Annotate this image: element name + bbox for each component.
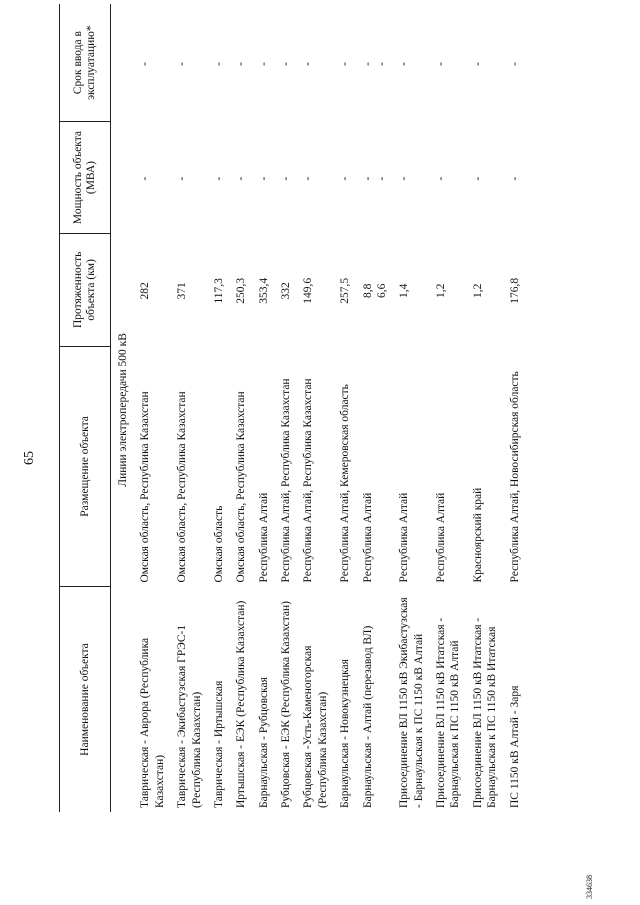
table-row (253, 4, 275, 812)
cell-name: Барнаульская - Алтай (перезавод ВЛ) (361, 625, 374, 808)
cell-name: ПС 1150 кВ Алтай - Заря (508, 685, 521, 808)
cell-power: - (176, 176, 189, 181)
cell-commissioning: - - (361, 61, 388, 66)
cell-length: 1,2 (471, 283, 484, 298)
table-header (60, 4, 111, 812)
cell-location: Республика Алтай (361, 492, 374, 583)
cell-name: Присоединение ВЛ 1150 кВ Экибастузская - Барнаульская к ПС 1150 кВ Алтай (398, 597, 425, 808)
table-row (467, 4, 504, 812)
cell-power: - (471, 176, 484, 181)
header-location: Размещение объекта (60, 346, 111, 586)
cell-location: Республика Алтай, Новосибирская область (508, 371, 521, 583)
cell-name: Таврическая - Иртышская (212, 680, 225, 808)
cell-commissioning: - (176, 61, 189, 66)
cell-length: 8,8 6,6 (361, 283, 388, 298)
cell-power: - (235, 176, 248, 181)
cell-commissioning: - (398, 61, 411, 66)
cell-commissioning: - (280, 61, 292, 66)
cell-power: - (508, 176, 521, 181)
cell-commissioning: - (471, 61, 484, 66)
cell-commissioning: - (257, 61, 270, 66)
cell-length: 353,4 (257, 277, 270, 304)
cell-location: Омская область, Республика Казахстан (235, 391, 248, 583)
cell-power: - (212, 176, 225, 181)
cell-name: Рубцовская -Усть-Каменогорская (Республика Казахстан) (302, 645, 329, 808)
cell-location: Красноярский край (471, 487, 484, 583)
cell-commissioning: - (139, 61, 152, 66)
cell-power: - (139, 176, 152, 181)
cell-power: - (302, 176, 315, 181)
header-length: Протяженность объекта (км) (60, 233, 111, 346)
table-row (430, 4, 467, 812)
cell-name: Присоединение ВЛ 1150 кВ Итатская - Барнаульская к ПС 1150 кВ Алтай (435, 617, 462, 808)
cell-power: - (280, 176, 292, 181)
cell-name: Таврическая - Аврора (Республика Казахстан) (139, 637, 166, 808)
cell-length: 176,8 (508, 277, 521, 304)
table-body (111, 4, 526, 812)
cell-name: Таврическая - Экибастузская ГРЭС-1 (Республика Казахстан) (176, 624, 203, 808)
cell-length: 1,4 (398, 283, 411, 298)
table-row (134, 4, 171, 812)
cell-location: Омская область, Республика Казахстан (176, 391, 189, 583)
section-row (111, 4, 135, 812)
cell-length: 117,3 (212, 278, 225, 304)
section-title: Линии электропередачи 500 кВ (117, 333, 129, 487)
table-row (393, 4, 430, 812)
cell-power: - (339, 176, 352, 181)
cell-location: Республика Алтай, Республика Казахстан (280, 378, 292, 583)
cell-length: 1,2 (435, 283, 447, 298)
cell-commissioning: - (212, 61, 225, 66)
table-row (504, 4, 526, 812)
cell-location: Республика Алтай, Кемеровская область (339, 384, 352, 583)
table-row (230, 4, 252, 812)
table-row (334, 4, 356, 812)
table-row (275, 4, 297, 812)
cell-name: Рубцовская - ЕЭК (Республика Казахстан) (280, 601, 292, 808)
cell-power: - - (361, 176, 388, 181)
cell-power: - (435, 176, 447, 181)
cell-location: Республика Алтай (257, 492, 270, 583)
table-row (297, 4, 334, 812)
cell-length: 250,3 (235, 277, 248, 304)
table-row (171, 4, 208, 812)
cell-commissioning: - (339, 61, 352, 66)
cell-power: - (257, 176, 270, 181)
cell-length: 282 (139, 282, 152, 300)
cell-length: 257,5 (339, 277, 352, 304)
table-row (357, 4, 394, 812)
cell-commissioning: - (302, 61, 315, 66)
cell-name: Барнаульская - Рубцовская (257, 677, 270, 808)
cell-commissioning: - (235, 61, 248, 66)
cell-name: Иртышская - ЕЭК (Республика Казахстан) (235, 600, 248, 808)
cell-power: - (398, 176, 411, 181)
document-code: 334638 (585, 875, 594, 899)
cell-location: Республика Алтай (398, 492, 411, 583)
objects-table (59, 4, 526, 812)
cell-location: Республика Алтай (435, 492, 447, 583)
header-power: Мощность объекта (МВА) (60, 122, 111, 234)
cell-name: Присоединение ВЛ 1150 кВ Итатская - Барнаульская к ПС 1150 кВ Итатская (471, 617, 499, 808)
cell-location: Республика Алтай, Республика Казахстан (302, 378, 315, 583)
header-name: Наименование объекта (60, 587, 111, 812)
cell-length: 149,6 (302, 277, 315, 304)
cell-length: 371 (176, 282, 189, 300)
page-number: 65 (22, 451, 37, 465)
cell-location: Омская область, Республика Казахстан (139, 391, 152, 583)
header-commissioning: Срок ввода в эксплуатацию* (60, 4, 111, 122)
cell-length: 332 (280, 282, 292, 300)
cell-commissioning: - (508, 61, 521, 66)
table-row (208, 4, 230, 812)
cell-location: Омская область (212, 505, 225, 583)
cell-name: Барнаульская - Новокузнецкая (339, 659, 352, 808)
cell-commissioning: - (435, 61, 447, 66)
